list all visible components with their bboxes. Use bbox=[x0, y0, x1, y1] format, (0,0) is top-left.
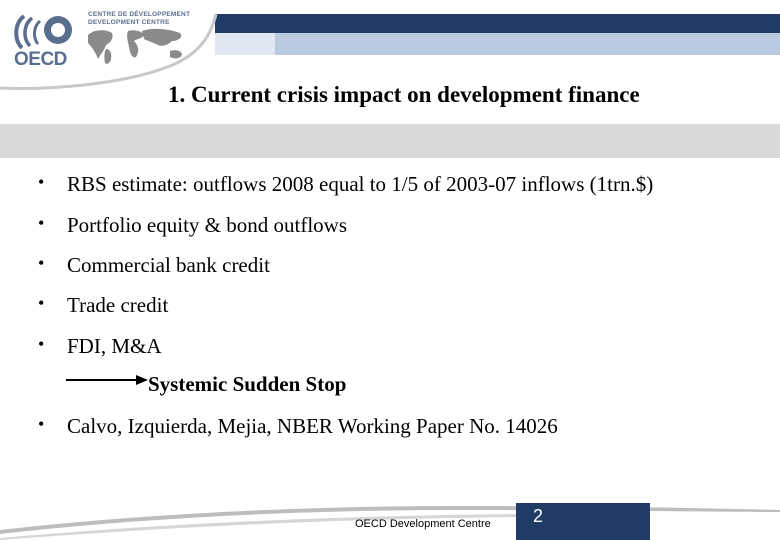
conclusion-text: Systemic Sudden Stop bbox=[148, 372, 347, 396]
development-centre-label: CENTRE DE DÉVELOPPEMENT DEVELOPMENT CENTRE bbox=[88, 11, 191, 26]
bullet-text: RBS estimate: outflows 2008 equal to 1/5 of 2003-07 inflows (1trn.$) bbox=[67, 172, 654, 196]
world-map-icon bbox=[84, 25, 194, 67]
footer-label: OECD Development Centre bbox=[355, 518, 491, 530]
bullet-text: Trade credit bbox=[67, 293, 169, 317]
reference-text: Calvo, Izquierda, Mejia, NBER Working Paper No. 14026 bbox=[67, 414, 558, 438]
footer-wave bbox=[0, 488, 780, 540]
bullet-text: Commercial bank credit bbox=[67, 253, 270, 277]
arrow-right-icon bbox=[66, 373, 148, 387]
bullet-dot: • bbox=[38, 213, 45, 233]
bullet-dot: • bbox=[38, 253, 45, 273]
bullet-text: FDI, M&A bbox=[67, 334, 162, 358]
bullet-dot: • bbox=[38, 414, 45, 434]
bullet-dot: • bbox=[38, 293, 45, 313]
header-band-dark bbox=[215, 14, 780, 33]
oecd-logo-text: OECD bbox=[14, 49, 67, 70]
slide-title: 1. Current crisis impact on development finance bbox=[168, 82, 640, 107]
bullet-dot: • bbox=[38, 334, 45, 354]
title-underline-band bbox=[0, 124, 780, 158]
bullet-dot: • bbox=[38, 172, 45, 192]
bullet-text: Portfolio equity & bond outflows bbox=[67, 213, 347, 237]
page-number: 2 bbox=[533, 506, 544, 526]
header-band-light bbox=[215, 33, 780, 55]
